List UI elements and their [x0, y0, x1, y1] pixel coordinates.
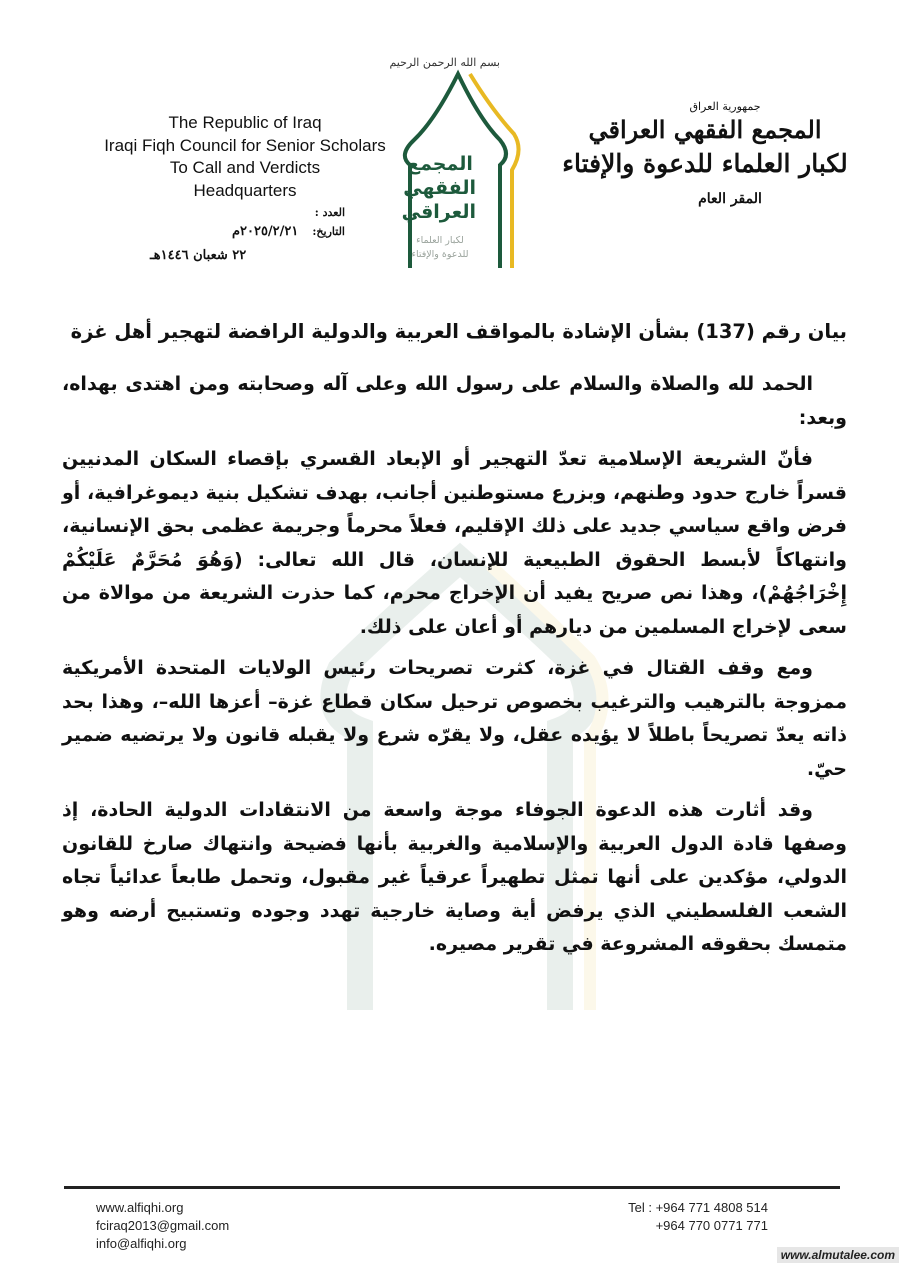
bismillah-calligraphy: بسم الله الرحمن الرحيم — [389, 56, 500, 69]
reference-number-row — [150, 206, 345, 224]
arabic-headquarters: المقر العام — [698, 191, 762, 207]
footer-email-link[interactable]: info@alfiqhi.org — [96, 1236, 187, 1251]
paragraph-sharia-ruling: فأنّ الشريعة الإسلامية تعدّ التهجير أو الإبعاد القسري بإقصاء السكان المدنيين قسراً خارج حدود وطنهم، وبزرع مستوطنين أجانب، بهدف تشكيل بنية ديموغرافية، أو فرض واقع سياسي جديد على ذلك الإقليم، فعلاً محرماً وجريمة عظمى بحق الإنسانية، وانتهاكاً لأبسط الحقوق الطبيعية للإنسان، قال الله تعالى: (وَهُوَ مُحَرَّمٌ عَلَيْكُمْ إِخْرَاجُهُمْ)، وهذا نص صريح يفيد أن الإخراج محرم، كما حذرت الشريعة من موالاة من سعى لإخراج المسلمين من ديارهم أو أعان على ذلك. — [62, 448, 847, 638]
logo-title — [401, 152, 476, 224]
english-line-republic: The Republic of Iraq — [168, 113, 322, 132]
arabic-letterhead — [545, 100, 865, 207]
footer-contacts — [96, 1199, 229, 1253]
english-letterhead — [100, 112, 390, 202]
reference-date-row — [150, 224, 345, 242]
arabic-council-line2: لكبار العلماء للدعوة والإفتاء — [562, 149, 848, 178]
english-line-call-verdicts: To Call and Verdicts — [169, 158, 321, 177]
reference-date-label: التاريخ: — [312, 225, 345, 238]
footer-email-link[interactable]: fciraq2013@gmail.com — [96, 1218, 230, 1233]
footer-divider — [64, 1186, 840, 1189]
logo-title-line: الفقهي — [403, 177, 476, 199]
footer-phone: Tel : +964 771 4808 514 — [628, 1200, 768, 1215]
reference-number-label: العدد : — [314, 206, 345, 219]
logo-subtitle — [404, 234, 476, 262]
source-watermark-badge: www.almutalee.com — [777, 1247, 899, 1263]
reference-block — [150, 206, 345, 242]
statement-title: بيان رقم (137) بشأن الإشادة بالمواقف العربية والدولية الرافضة لتهجير أهل غزة — [70, 320, 847, 343]
english-line-council: Iraqi Fiqh Council for Senior Scholars — [104, 135, 386, 155]
logo-subtitle-line: للدعوة والإفتاء — [411, 249, 469, 260]
arabic-republic: جمهورية العراق — [689, 100, 761, 113]
logo-subtitle-line: لكبار العلماء — [416, 235, 464, 246]
footer-phone: +964 770 0771 771 — [655, 1218, 768, 1233]
paragraph-us-statements: ومع وقف القتال في غزة، كثرت تصريحات رئيس الولايات المتحدة الأمريكية ممزوجة بالترهيب والترغيب بخصوص ترحيل سكان قطاع غزة– أعزها الله–، وهذا بحد ذاته يعدّ تصريحاً باطلاً لا يؤيده عقل، ولا يقرّه شرع ولا يقبله قانون ولا يرتضيه ضمير حيّ. — [62, 657, 847, 780]
footer-phones — [628, 1199, 768, 1235]
statement-body — [62, 368, 847, 970]
logo-title-line: العراقي — [401, 201, 476, 223]
footer-website-link[interactable]: www.alfiqhi.org — [96, 1200, 184, 1215]
logo-dome-gold — [470, 74, 519, 268]
reference-date-gregorian: ٢٠٢٥/٢/٢١م — [231, 224, 299, 239]
arabic-council-line1: المجمع الفقهي العراقي — [588, 115, 822, 144]
paragraph-opening: الحمد لله والصلاة والسلام على رسول الله وعلى آله وصحابته ومن اهتدى بهداه، وبعد: — [62, 373, 847, 429]
english-line-headquarters: Headquarters — [193, 180, 297, 200]
reference-date-hijri: ٢٢ شعبان ١٤٤٦هـ — [150, 248, 247, 263]
logo-title-line: المجمع — [407, 153, 473, 175]
paragraph-international-reaction: وقد أثارت هذه الدعوة الجوفاء موجة واسعة من الانتقادات الدولية الحادة، إذ وصفها قادة الدول العربية والإسلامية والغربية بأنها فضيحة وانتهاك صارخ للقانون الدولي، مؤكدين على أنها تمثل تطهيراً عرقياً غير مقبول، وتحمل طابعاً عدائياً تجاه الشعب الفلسطيني الذي يرفض أية وصاية خارجية تهدد وجوده وتستبيح أرضه وهو متمسك بحقوقه المشروعة في تقرير مصيره. — [62, 799, 847, 955]
